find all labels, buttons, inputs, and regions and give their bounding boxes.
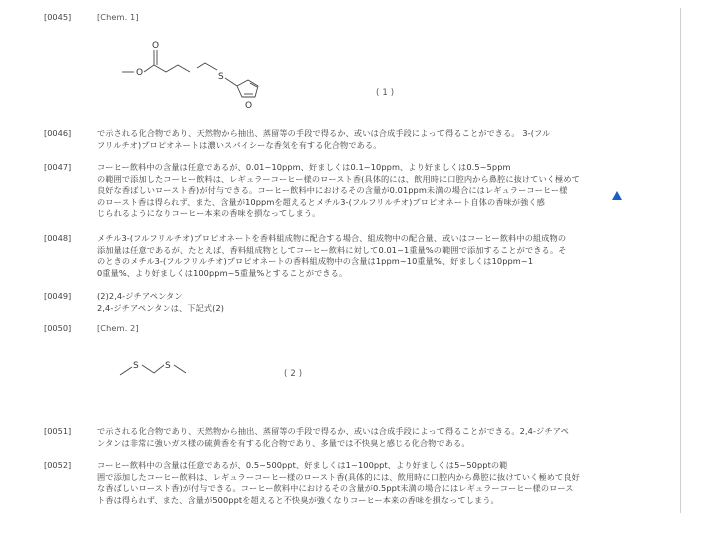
paragraph-line: の範囲で添加したコーヒー飲料は、レギュラーコーヒー様のロースト香(具体的には、飲用時に口腔内から鼻腔に抜けていく極めて: [97, 173, 580, 184]
paragraph-line: 添加量は任意であるが、たとえば、香料組成物としてコーヒー飲料に対して0.01~1重量%の範囲で添加することができる。そ: [97, 244, 567, 255]
paragraph-line: ンタンは非常に強いガス様の硫黄香を有する化合物であり、多量では不快臭と感じる化合物である。: [97, 437, 470, 448]
paragraph-line: (2)2,4-ジチアペンタン: [97, 291, 183, 301]
furan-oxygen-atom: O: [245, 101, 253, 111]
paragraph-number: [0049]: [44, 291, 72, 301]
paragraph-number: [0046]: [44, 128, 72, 138]
paragraph-line: のときのメチル3-(フルフリルチオ)プロピオネートの香料組成物中の含量は1ppm~10重量%、好ましくは10ppm~1: [97, 256, 534, 266]
paragraph-number: [0048]: [44, 233, 72, 243]
sulfur-atom-2: S: [165, 361, 171, 371]
paragraph-line: 0重量%、より好ましくは100ppm~5重量%とすることができる。: [97, 267, 348, 278]
paragraph-line: 囲で添加したコーヒー飲料は、レギュラーコーヒー様のロースト香(具体的には、飲用時に口腔内から鼻腔に抜けていく極めて良好: [97, 471, 580, 482]
paragraph-number: [0052]: [44, 460, 72, 470]
cursor-arrow-icon: [612, 191, 622, 201]
paragraph-line: 2,4-ジチアペンタンは、下記式(2): [97, 302, 225, 313]
paragraph-line: 良好な香ばしいロースト香)が付与できる。コーヒー飲料中におけるその含量が0.01ppm未満の場合にはレギュラーコーヒー様: [97, 185, 568, 195]
paragraph-number: [0045]: [44, 12, 72, 22]
paragraph-line: じられるようになりコーヒー本来の香味を損なってしまう。: [97, 208, 321, 218]
paragraph-line: コーヒー飲料中の含量は任意であるが、0.5~500ppt、好ましくは1~100ppt、より好ましくは5~50pptの範: [97, 460, 508, 470]
carbonyl-oxygen-atom: O: [152, 41, 160, 51]
chem-label: [Chem. 1]: [97, 12, 139, 22]
chem-structure-1: [114, 30, 414, 110]
sulfur-atom-1: S: [133, 361, 139, 371]
patent-page: [44, 8, 681, 513]
paragraph-line: フリルチオ)プロピオネートは濃いスパイシーな香気を有する化合物である。: [97, 139, 382, 150]
paragraph-line: のロースト香は得られず、また、含量が10ppmを超えるとメチル3-(フルフリルチオ)プロピオネート自体の香味が強く感: [97, 196, 545, 207]
chem-structure-2: [114, 353, 234, 393]
sulfur-atom: S: [218, 72, 224, 82]
formula-number-2: (2): [284, 369, 306, 379]
paragraph-line: で示される化合物であり、天然物から抽出、蒸留等の手段で得るか、或いは合成手段によって得ることができる。 3-(フル: [97, 128, 551, 138]
paragraph-number: [0047]: [44, 162, 72, 172]
chem-label: [Chem. 2]: [97, 323, 139, 333]
paragraph-number: [0051]: [44, 426, 72, 436]
paragraph-line: な香ばしいロースト香)が付与できる。コーヒー飲料中におけるその含量が0.5ppt未満の場合にはレギュラーコーヒー様のロース: [97, 483, 574, 493]
paragraph-line: コーヒー飲料中の含量は任意であるが、0.01~10ppm、好ましくは0.1~10ppm、より好ましくは0.5~5ppm: [97, 162, 511, 172]
paragraph-number: [0050]: [44, 323, 72, 333]
paragraph-line: メチル3-(フルフリルチオ)プロピオネートを香料組成物に配合する場合、組成物中の配合量、或いはコーヒー飲料中の組成物の: [97, 233, 567, 243]
paragraph-line: ト香は得られず、また、含量が500pptを超えると不快臭が強くなりコーヒー本来の香味を損なってしまう。: [97, 494, 499, 505]
paragraph-line: で示される化合物であり、天然物から抽出、蒸留等の手段で得るか、或いは合成手段によって得ることができる。2,4-ジチアペ: [97, 426, 569, 436]
ester-oxygen-atom: O: [136, 68, 144, 78]
formula-number-1: (1): [376, 88, 398, 98]
